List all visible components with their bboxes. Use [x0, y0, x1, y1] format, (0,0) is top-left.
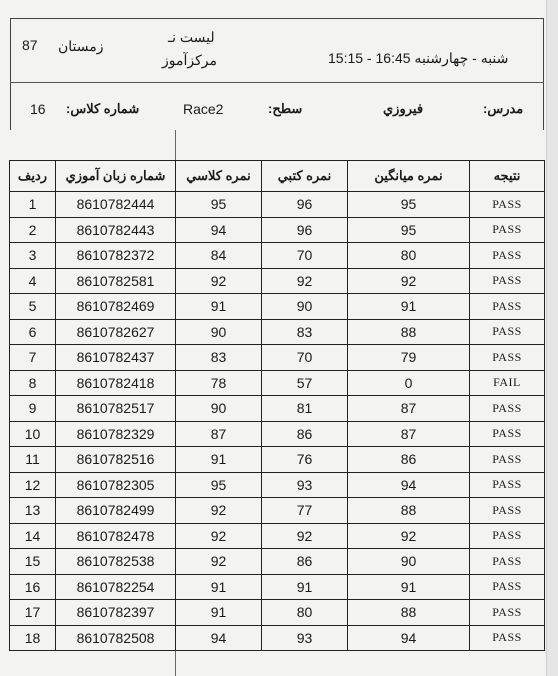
cell-written-grade: 57 [262, 370, 348, 396]
cell-radif: 3 [10, 243, 56, 269]
cell-result: FAIL [470, 370, 545, 396]
cell-radif: 13 [10, 498, 56, 524]
cell-result: PASS [470, 447, 545, 473]
cell-radif: 1 [10, 192, 56, 218]
cell-average: 92 [348, 523, 470, 549]
table-row [10, 396, 545, 422]
cell-average: 80 [348, 243, 470, 269]
center-name: مرکزآموز [162, 52, 217, 68]
cell-class-grade: 92 [176, 549, 262, 575]
cell-average: 94 [348, 625, 470, 651]
table-row [10, 625, 545, 651]
cell-radif: 10 [10, 421, 56, 447]
cell-student-id: 8610782469 [56, 294, 176, 320]
cell-result: PASS [470, 396, 545, 422]
cell-result: PASS [470, 192, 545, 218]
header-divider [10, 82, 544, 83]
table-header-row [10, 161, 545, 192]
cell-radif: 7 [10, 345, 56, 371]
cell-class-grade: 87 [176, 421, 262, 447]
cell-class-grade: 91 [176, 294, 262, 320]
cell-average: 87 [348, 396, 470, 422]
class-schedule: شنبه - چهارشنبه 16:45 - 15:15 [328, 50, 509, 66]
column-header-average: نمره میانگین [348, 161, 470, 192]
cell-class-grade: 90 [176, 396, 262, 422]
cell-result: PASS [470, 243, 545, 269]
cell-average: 92 [348, 268, 470, 294]
cell-student-id: 8610782444 [56, 192, 176, 218]
cell-result: PASS [470, 472, 545, 498]
cell-written-grade: 77 [262, 498, 348, 524]
table-row [10, 294, 545, 320]
teacher-value: فیروزي [383, 101, 424, 116]
cell-written-grade: 86 [262, 421, 348, 447]
cell-result: PASS [470, 319, 545, 345]
cell-radif: 4 [10, 268, 56, 294]
cell-average: 88 [348, 498, 470, 524]
cell-class-grade: 83 [176, 345, 262, 371]
cell-student-id: 8610782437 [56, 345, 176, 371]
table-row [10, 217, 545, 243]
cell-student-id: 8610782538 [56, 549, 176, 575]
cell-class-grade: 91 [176, 447, 262, 473]
cell-result: PASS [470, 345, 545, 371]
cell-student-id: 8610782397 [56, 600, 176, 626]
table-row [10, 370, 545, 396]
cell-average: 88 [348, 600, 470, 626]
grades-table [9, 160, 545, 651]
season-year: 87 [22, 37, 38, 53]
cell-average: 86 [348, 447, 470, 473]
cell-student-id: 8610782516 [56, 447, 176, 473]
cell-average: 88 [348, 319, 470, 345]
class-number-value: 16 [30, 101, 46, 117]
cell-result: PASS [470, 625, 545, 651]
cell-result: PASS [470, 523, 545, 549]
cell-result: PASS [470, 498, 545, 524]
cell-written-grade: 96 [262, 217, 348, 243]
cell-written-grade: 96 [262, 192, 348, 218]
cell-class-grade: 92 [176, 268, 262, 294]
cell-average: 87 [348, 421, 470, 447]
cell-written-grade: 92 [262, 523, 348, 549]
cell-student-id: 8610782508 [56, 625, 176, 651]
class-number-label: شماره کلاس: [66, 101, 140, 116]
cell-student-id: 8610782329 [56, 421, 176, 447]
cell-student-id: 8610782517 [56, 396, 176, 422]
table-row [10, 447, 545, 473]
cell-class-grade: 92 [176, 498, 262, 524]
cell-student-id: 8610782254 [56, 574, 176, 600]
table-body [10, 192, 545, 651]
cell-radif: 6 [10, 319, 56, 345]
cell-student-id: 8610782418 [56, 370, 176, 396]
table-row [10, 192, 545, 218]
cell-student-id: 8610782627 [56, 319, 176, 345]
cell-average: 91 [348, 574, 470, 600]
table-row [10, 549, 545, 575]
teacher-label: مدرس: [483, 101, 524, 116]
cell-class-grade: 94 [176, 625, 262, 651]
cell-result: PASS [470, 421, 545, 447]
cell-student-id: 8610782478 [56, 523, 176, 549]
cell-written-grade: 70 [262, 345, 348, 371]
cell-radif: 12 [10, 472, 56, 498]
cell-class-grade: 84 [176, 243, 262, 269]
column-header-student-id: شماره زبان آموزي [56, 161, 176, 192]
cell-written-grade: 83 [262, 319, 348, 345]
table-row [10, 345, 545, 371]
cell-written-grade: 91 [262, 574, 348, 600]
cell-result: PASS [470, 294, 545, 320]
cell-radif: 15 [10, 549, 56, 575]
cell-result: PASS [470, 600, 545, 626]
cell-average: 95 [348, 217, 470, 243]
cell-class-grade: 92 [176, 523, 262, 549]
cell-class-grade: 90 [176, 319, 262, 345]
table-row [10, 498, 545, 524]
column-header-class-grade: نمره کلاسي [176, 161, 262, 192]
cell-radif: 14 [10, 523, 56, 549]
cell-class-grade: 95 [176, 192, 262, 218]
table-row [10, 574, 545, 600]
cell-written-grade: 81 [262, 396, 348, 422]
season-label: زمستان [58, 38, 104, 54]
document-title: لیست نـ [168, 29, 215, 45]
table-row [10, 600, 545, 626]
cell-radif: 11 [10, 447, 56, 473]
column-header-result: نتیجه [470, 161, 545, 192]
cell-radif: 17 [10, 600, 56, 626]
cell-average: 79 [348, 345, 470, 371]
cell-student-id: 8610782372 [56, 243, 176, 269]
table-row [10, 268, 545, 294]
cell-average: 0 [348, 370, 470, 396]
table-row [10, 243, 545, 269]
table-row [10, 319, 545, 345]
cell-radif: 16 [10, 574, 56, 600]
cell-written-grade: 92 [262, 268, 348, 294]
cell-written-grade: 93 [262, 625, 348, 651]
cell-written-grade: 70 [262, 243, 348, 269]
table-row [10, 472, 545, 498]
table-row [10, 523, 545, 549]
cell-written-grade: 86 [262, 549, 348, 575]
cell-average: 94 [348, 472, 470, 498]
cell-average: 95 [348, 192, 470, 218]
table-row [10, 421, 545, 447]
column-header-radif: ردیف [10, 161, 56, 192]
cell-result: PASS [470, 217, 545, 243]
cell-average: 90 [348, 549, 470, 575]
cell-student-id: 8610782443 [56, 217, 176, 243]
cell-radif: 18 [10, 625, 56, 651]
cell-written-grade: 90 [262, 294, 348, 320]
column-header-written-grade: نمره کتبي [262, 161, 348, 192]
cell-student-id: 8610782499 [56, 498, 176, 524]
cell-class-grade: 94 [176, 217, 262, 243]
page-edge [546, 0, 558, 676]
cell-class-grade: 95 [176, 472, 262, 498]
cell-student-id: 8610782581 [56, 268, 176, 294]
cell-average: 91 [348, 294, 470, 320]
cell-class-grade: 91 [176, 600, 262, 626]
cell-written-grade: 76 [262, 447, 348, 473]
cell-radif: 8 [10, 370, 56, 396]
cell-radif: 5 [10, 294, 56, 320]
cell-student-id: 8610782305 [56, 472, 176, 498]
cell-class-grade: 78 [176, 370, 262, 396]
cell-class-grade: 91 [176, 574, 262, 600]
cell-written-grade: 80 [262, 600, 348, 626]
cell-written-grade: 93 [262, 472, 348, 498]
cell-result: PASS [470, 268, 545, 294]
cell-result: PASS [470, 574, 545, 600]
cell-result: PASS [470, 549, 545, 575]
cell-radif: 2 [10, 217, 56, 243]
level-value: Race2 [183, 101, 224, 117]
level-label: سطح: [268, 101, 303, 116]
cell-radif: 9 [10, 396, 56, 422]
